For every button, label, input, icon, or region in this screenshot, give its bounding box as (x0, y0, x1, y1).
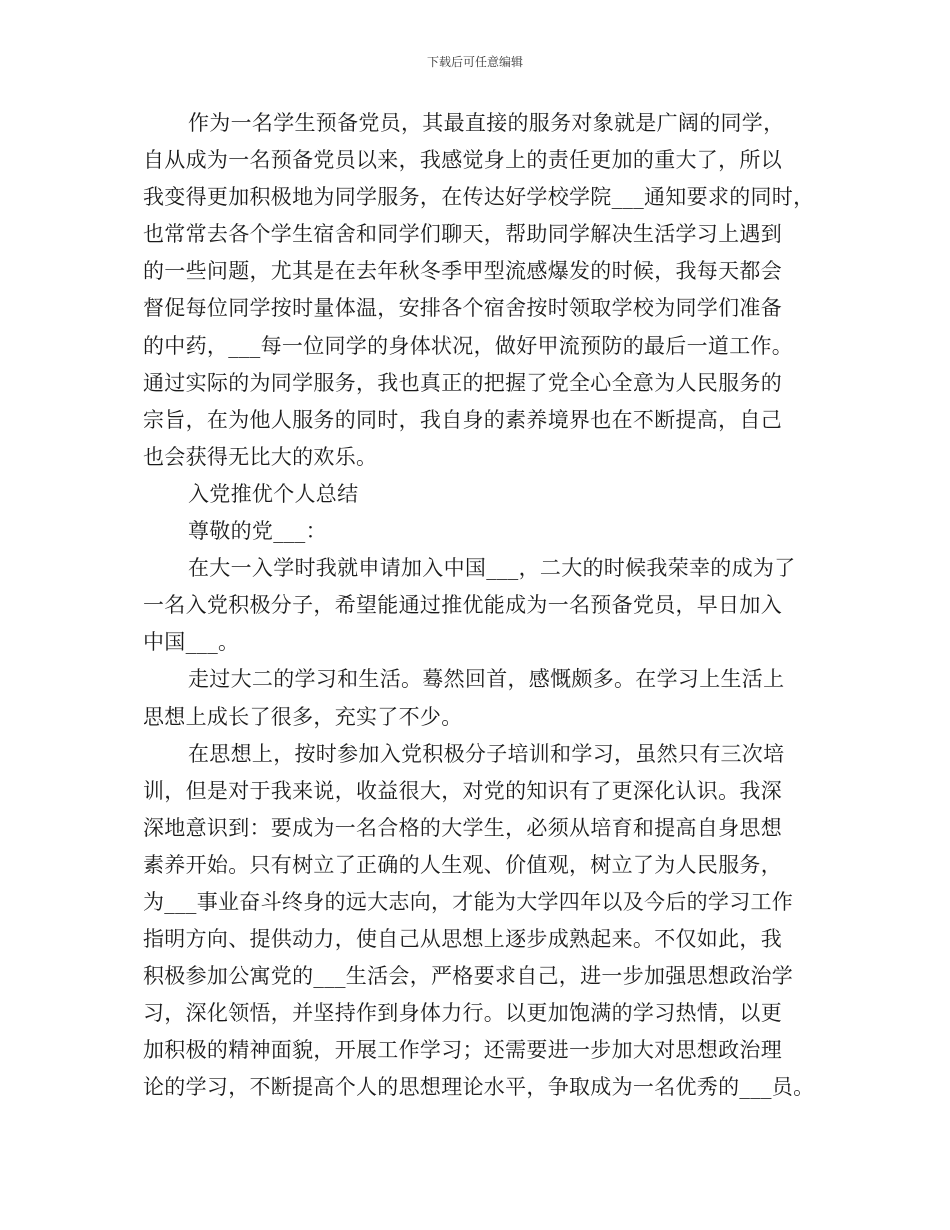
text-line: 作为一名学生预备党员，其最直接的服务对象就是广阔的同学， (188, 111, 785, 135)
text-line: 宗旨，在为他人服务的同时，我自身的素养境界也在不断提高，自己 (143, 407, 782, 432)
text-line: 尊敬的党___： (188, 519, 327, 544)
text-line: 也会获得无比大的欢乐。 (143, 444, 378, 469)
text-line: 习，深化领悟，并坚持作到身体力行。以更加饱满的学习热情，以更 (143, 1001, 782, 1026)
text-line: 积极参加公寓党的___生活会，严格要求自己，进一步加强思想政治学 (143, 964, 794, 989)
text-line: 素养开始。只有树立了正确的人生观、价值观，树立了为人民服务， (143, 852, 782, 877)
text-line: 在思想上，按时参加入党积极分子培训和学习，虽然只有三次培 (188, 741, 785, 766)
text-line: 中国___。 (143, 630, 240, 655)
text-line: 加积极的精神面貌，开展工作学习；还需要进一步加大对思想政治理 (143, 1038, 782, 1063)
text-line: 走过大二的学习和生活。蓦然回首，感慨颇多。在学习上生活上 (188, 667, 785, 692)
text-line: 自从成为一名预备党员以来，我感觉身上的责任更加的重大了，所以 (143, 148, 782, 173)
text-line: 论的学习，不断提高个人的思想理论水平，争取成为一名优秀的___员。 (143, 1075, 815, 1100)
text-line: 指明方向、提供动力，使自己从思想上逐步成熟起来。不仅如此，我 (143, 927, 782, 952)
document-body (143, 105, 823, 1107)
text-line: 一名入党积极分子，希望能通过推优能成为一名预备党员，早日加入 (143, 593, 782, 618)
text-line: 也常常去各个学生宿舍和同学们聊天，帮助同学解决生活学习上遇到 (143, 222, 782, 247)
text-line: 入党推优个人总结 (188, 481, 359, 506)
text-line: 的中药，___每一位同学的身体状况，做好甲流预防的最后一道工作。 (143, 333, 794, 358)
text-line: 深地意识到：要成为一名合格的大学生，必须从培育和提高自身思想 (143, 815, 782, 840)
text-line: 我变得更加积极地为同学服务，在传达好学校学院___通知要求的同时， (143, 185, 815, 210)
text-line: 的一些问题，尤其是在去年秋冬季甲型流感爆发的时候，我每天都会 (143, 259, 782, 284)
text-line: 训，但是对于我来说，收益很大，对党的知识有了更深化认识。我深 (143, 778, 782, 803)
page-header-note: 下载后可任意编辑 (426, 55, 523, 69)
text-line: 督促每位同学按时量体温，安排各个宿舍按时领取学校为同学们准备 (143, 296, 782, 321)
text-line: 通过实际的为同学服务，我也真正的把握了党全心全意为人民服务的 (143, 370, 782, 395)
text-line: 在大一入学时我就申请加入中国___，二大的时候我荣幸的成为了 (188, 556, 796, 581)
text-line: 思想上成长了很多，充实了不少。 (143, 704, 463, 729)
text-line: 为___事业奋斗终身的远大志向，才能为大学四年以及今后的学习工作 (143, 889, 794, 914)
